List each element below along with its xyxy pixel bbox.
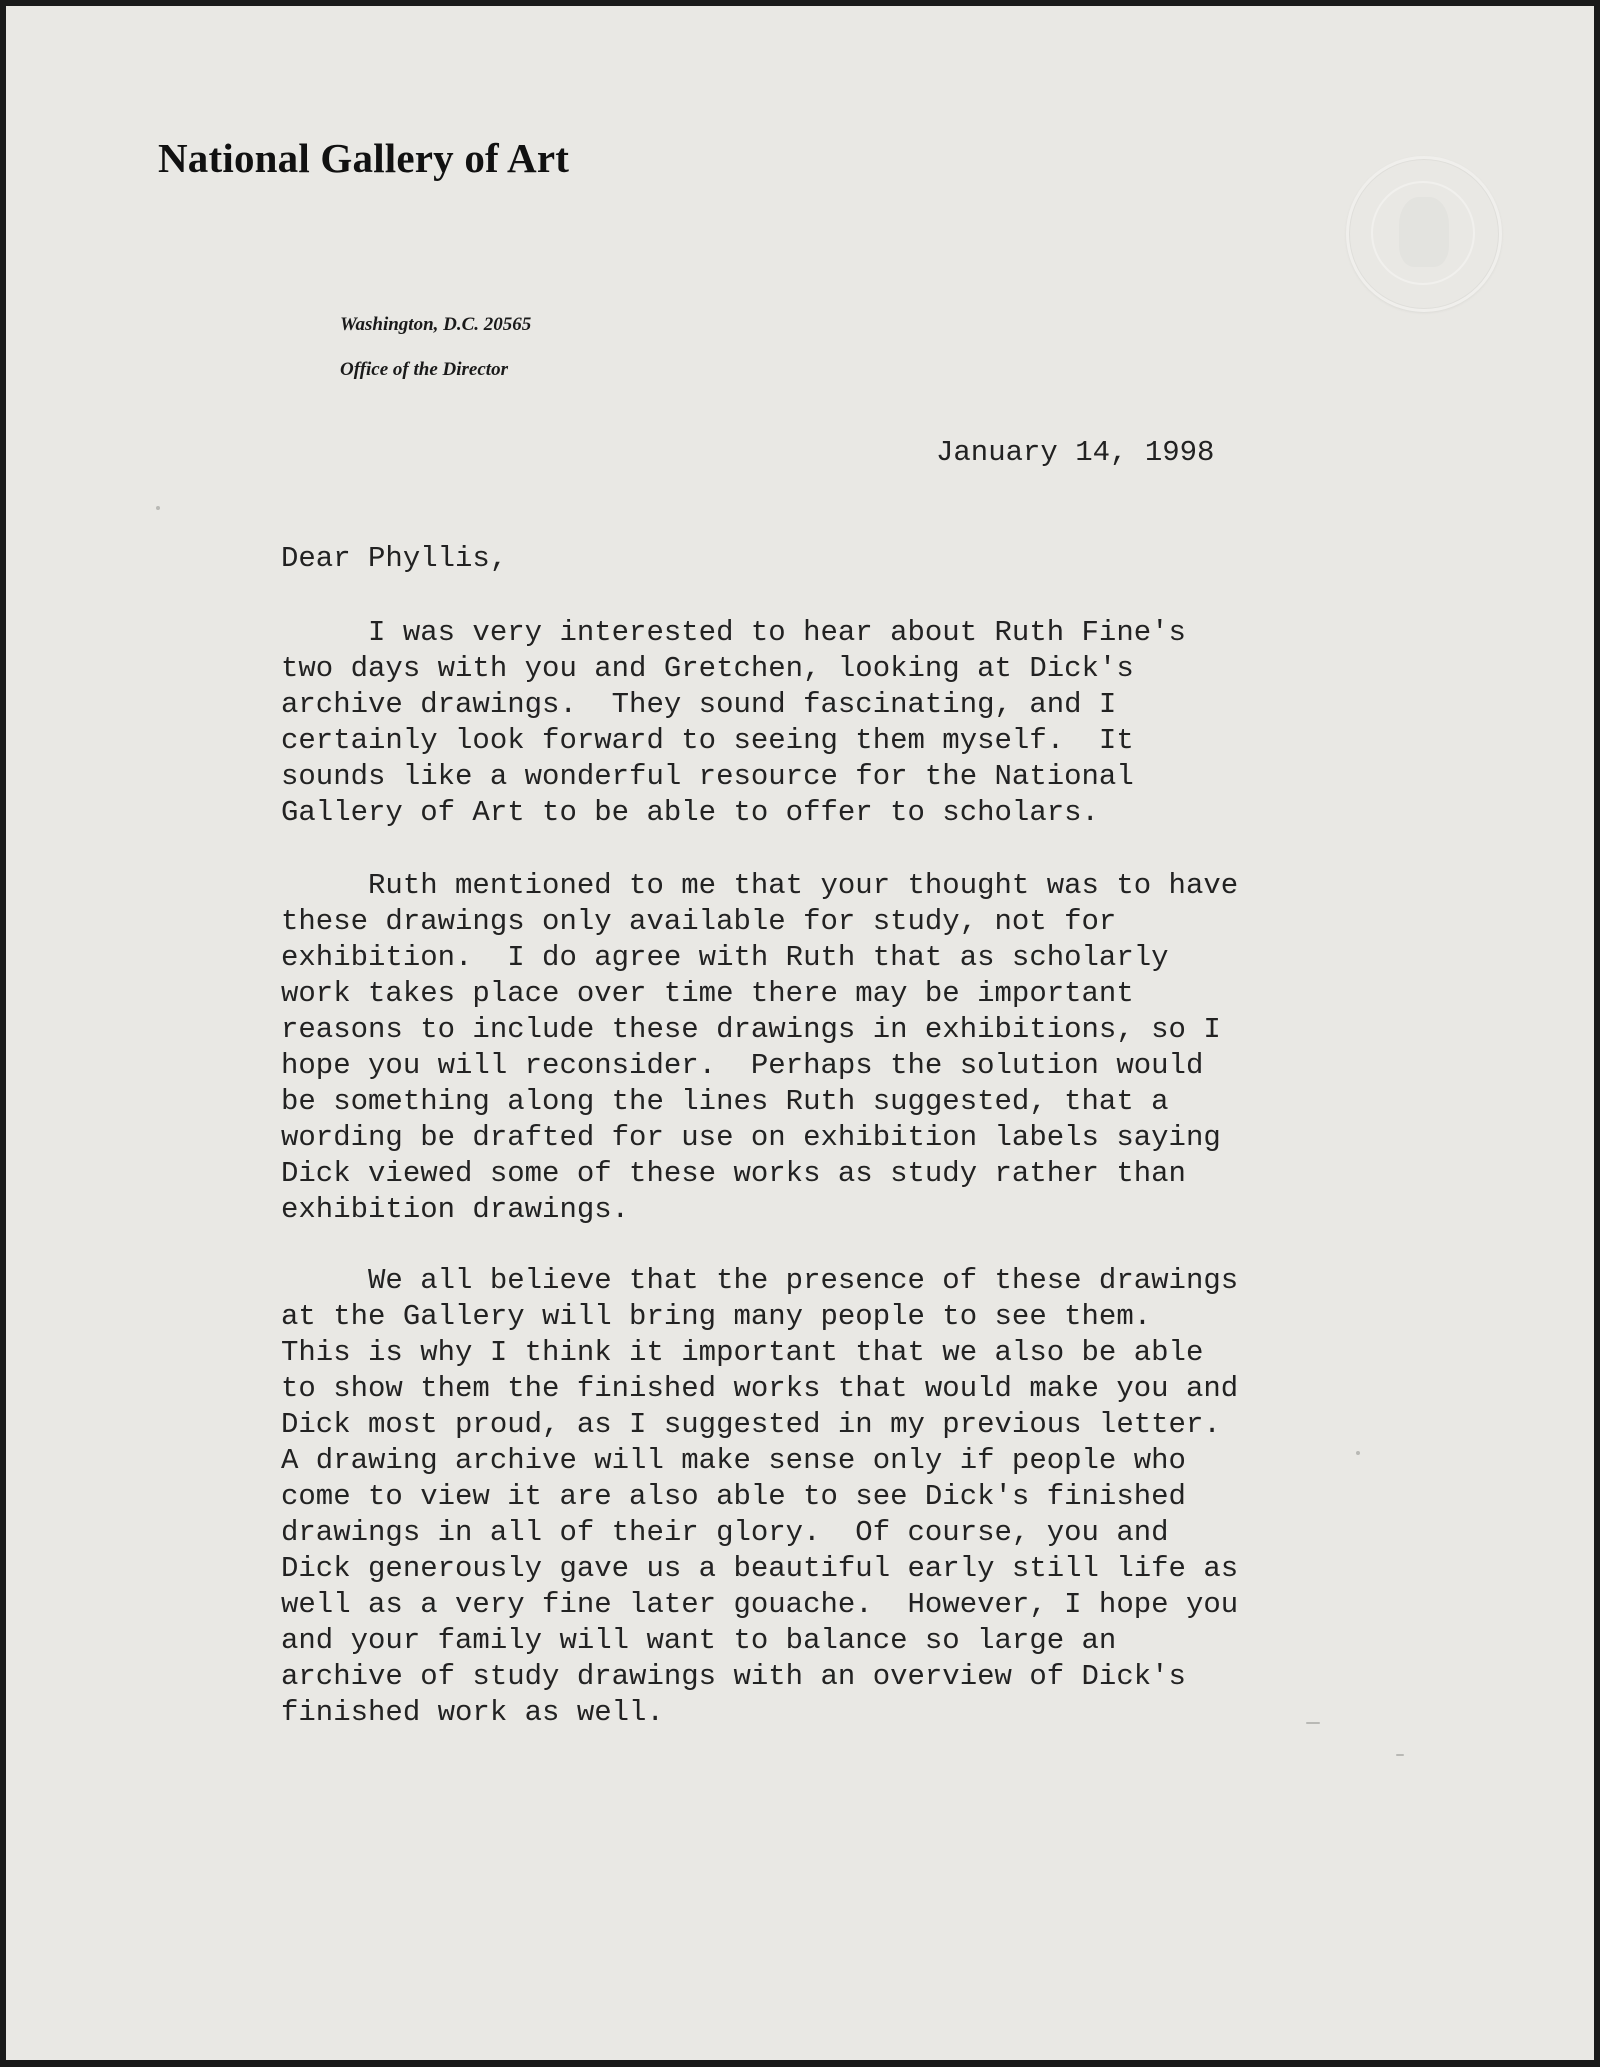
letter-date: January 14, 1998 bbox=[936, 436, 1215, 469]
paper-speck bbox=[1356, 1451, 1360, 1455]
paper-speck bbox=[1306, 1722, 1320, 1724]
paper-speck bbox=[156, 506, 160, 510]
eagle-emblem-icon bbox=[1399, 197, 1449, 267]
letterhead-address: Washington, D.C. 20565 bbox=[340, 314, 532, 335]
embossed-seal-icon bbox=[1346, 156, 1502, 312]
letter-paragraph-1: I was very interested to hear about Ruth Fine's two days with you and Gretchen, looking at Dick's archive drawings. They sound fascinating, and I certainly look forward to seeing them myself. It sounds like a wonderful resource for the National Gallery of Art to be able to offer to scholars. bbox=[281, 616, 1186, 829]
letterhead-office: Office of the Director bbox=[340, 359, 508, 380]
letterhead-institution: National Gallery of Art bbox=[158, 135, 570, 181]
letter-page bbox=[6, 6, 1594, 2060]
paper-speck bbox=[1396, 1754, 1404, 1756]
letter-paragraph-3: We all believe that the presence of these drawings at the Gallery will bring many people to see them. This is why I think it important that we also be able to show them the finished works that would make you and Dick most proud, as I suggested in my previous letter. A drawing archive will make sense only if people who come to view it are also able to see Dick's finished drawings in all of their glory. Of course, you and Dick generously gave us a beautiful early still life as well as a very fine later gouache. However, I hope you and your family will want to balance so large an archive of study drawings with an overview of Dick's finished work as well. bbox=[281, 1264, 1239, 1729]
letter-paragraph-2: Ruth mentioned to me that your thought was to have these drawings only available for study, not for exhibition. I do agree with Ruth that as scholarly work takes place over time there may be important reasons to include these drawings in exhibitions, so I hope you will reconsider. Perhaps the solution would be something along the lines Ruth suggested, that a wording be drafted for use on exhibition labels saying Dick viewed some of these works as study rather than exhibition drawings. bbox=[281, 869, 1239, 1226]
letter-salutation: Dear Phyllis, bbox=[281, 542, 508, 575]
